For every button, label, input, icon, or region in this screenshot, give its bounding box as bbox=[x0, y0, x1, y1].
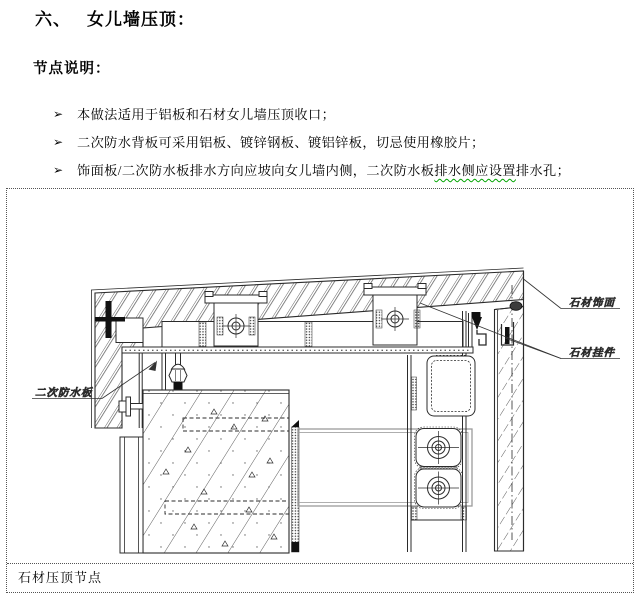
secondary-waterproof-sheet bbox=[122, 347, 473, 356]
note-item-3 bbox=[53, 162, 613, 179]
title-text: 女儿墙压顶： bbox=[87, 10, 195, 29]
anchor-bracket bbox=[364, 284, 426, 346]
spellcheck-underlined-text: 排水侧应设置 bbox=[434, 163, 516, 178]
bolt-assembly bbox=[415, 427, 463, 468]
concrete-wall bbox=[143, 390, 289, 553]
figure-frame bbox=[6, 188, 634, 593]
bullet-arrow-icon: ➢ bbox=[53, 135, 64, 149]
label-stone-finish: 石材饰面 bbox=[569, 298, 615, 309]
bullet-arrow-icon: ➢ bbox=[53, 163, 64, 177]
bolt-assembly bbox=[415, 468, 463, 509]
note-text: 本做法适用于铝板和石材女儿墙压顶收口； bbox=[77, 107, 336, 122]
label-stone-anchor: 石材挂件 bbox=[569, 348, 615, 359]
note-text: 饰面板/二次防水板排水方向应坡向女儿墙内侧，二次防水板排水侧应设置排水孔； bbox=[77, 163, 571, 178]
inner-face-channel bbox=[120, 437, 143, 553]
bullet-arrow-icon: ➢ bbox=[53, 107, 64, 121]
page-title bbox=[35, 5, 195, 30]
figure-caption: 石材压顶节点 bbox=[7, 563, 633, 592]
note-text: 二次防水背板可采用铝板、镀锌钢板、镀铝锌板，切忌使用橡胶片； bbox=[77, 135, 485, 150]
stone-panel bbox=[495, 271, 524, 551]
note-item-1 bbox=[53, 106, 613, 123]
stone-hanger-hook-top bbox=[472, 317, 486, 345]
section-heading: 节点说明： bbox=[33, 61, 111, 77]
title-number: 六、 bbox=[35, 10, 71, 29]
technical-drawing bbox=[7, 189, 633, 563]
anchor-bracket bbox=[205, 292, 267, 347]
aluminium-tube bbox=[427, 356, 475, 416]
label-secondary-waterproof-board: 二次防水板 bbox=[35, 388, 93, 399]
sealant-blob bbox=[510, 302, 522, 311]
note-item-2 bbox=[53, 134, 613, 151]
